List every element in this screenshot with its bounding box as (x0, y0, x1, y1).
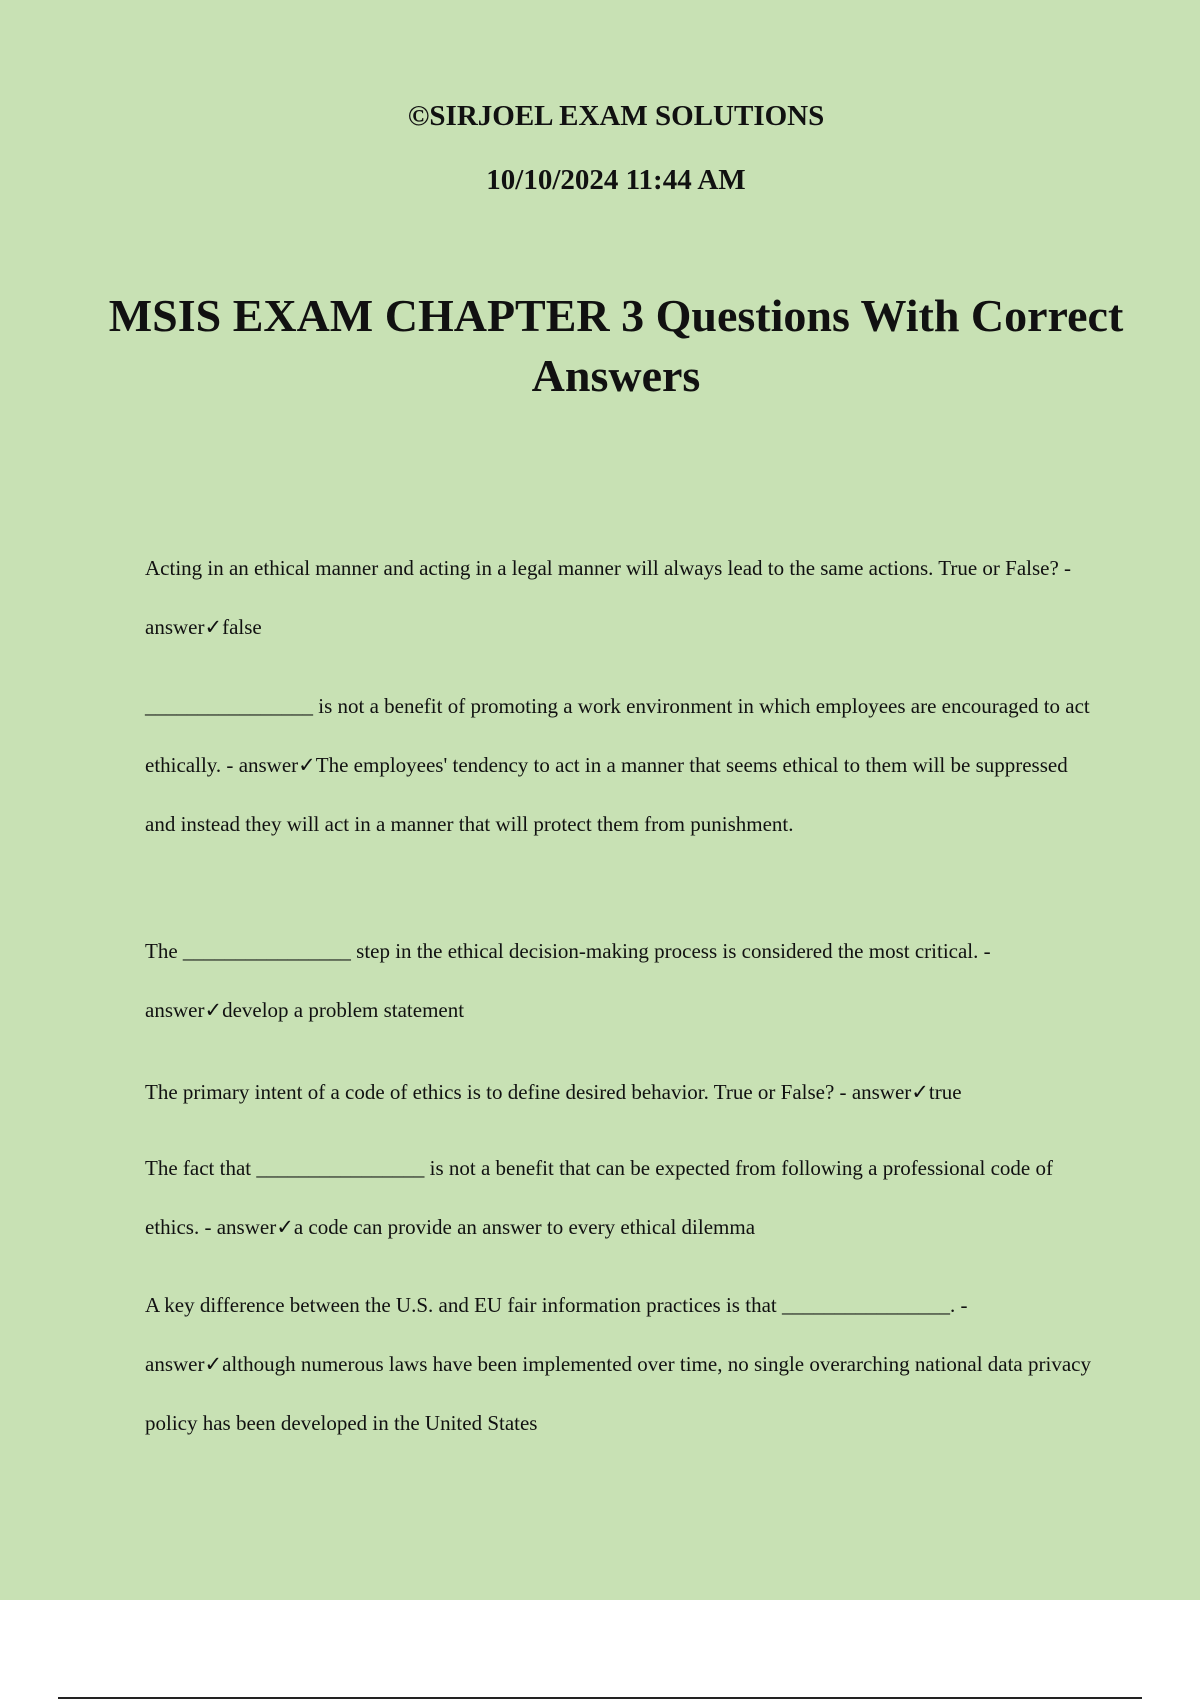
header-brand: ©SIRJOEL EXAM SOLUTIONS (407, 100, 825, 132)
answer-label: answer✓ (145, 1352, 223, 1376)
question-text: The fact that ________________ is not a benefit that can be expected from following a professional code of ethics. - (145, 1156, 1053, 1239)
answer-label: answer✓ (145, 998, 223, 1022)
footer-divider (58, 1697, 1142, 1699)
qa-item (145, 1139, 1095, 1257)
qa-item (145, 922, 1095, 1040)
document-title: MSIS EXAM CHAPTER 3 Questions With Correct Answers (108, 290, 1124, 401)
qa-item (145, 1276, 1095, 1453)
answer-label: answer✓ (145, 615, 223, 639)
qa-item (145, 539, 1095, 657)
header-date: 10/10/2024 11:44 AM (486, 164, 746, 196)
answer-text: The employees' tendency to act in a manner that seems ethical to them will be suppressed and instead they will act in a manner that will protect them from punishment. (145, 753, 1068, 836)
answer-text: develop a problem statement (222, 998, 465, 1022)
answer-text: false (222, 615, 262, 639)
question-text: ________________ is not a benefit of promoting a work environment in which employees are encouraged to act ethically. - (145, 694, 1090, 777)
question-text: The primary intent of a code of ethics is to define desired behavior. True or False? - (145, 1080, 847, 1104)
answer-text: true (928, 1080, 962, 1104)
answer-text: a code can provide an answer to every ethical dilemma (293, 1215, 756, 1239)
answer-text: although numerous laws have been implemented over time, no single overarching national data privacy policy has been developed in the United States (145, 1352, 1091, 1435)
question-text: Acting in an ethical manner and acting in a legal manner will always lead to the same actions. True or False? - (145, 556, 1072, 580)
answer-label: answer✓ (238, 753, 316, 777)
answer-label: answer✓ (851, 1080, 929, 1104)
qa-item (145, 677, 1095, 854)
answer-label: answer✓ (216, 1215, 294, 1239)
qa-item (145, 1063, 1095, 1122)
question-text: A key difference between the U.S. and EU fair information practices is that ________________. - (145, 1293, 968, 1317)
question-text: The ________________ step in the ethical decision-making process is considered the most critical. - (145, 939, 991, 963)
